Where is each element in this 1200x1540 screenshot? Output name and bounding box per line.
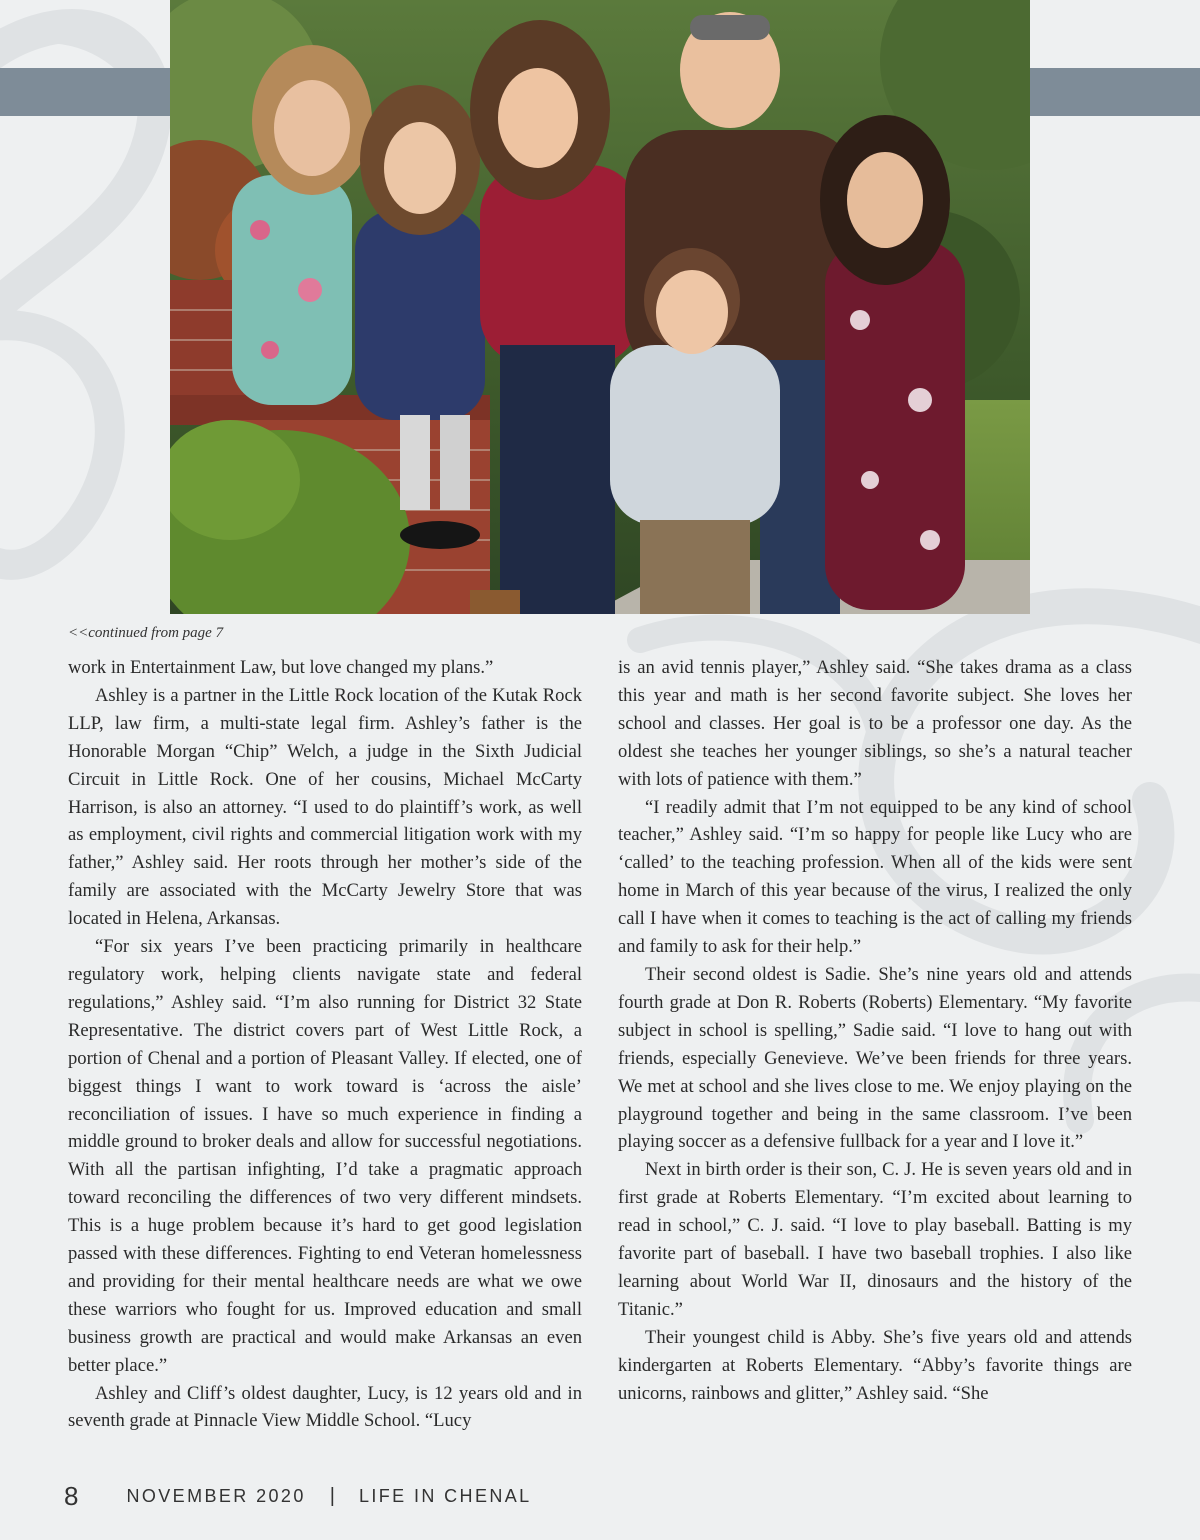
continued-from-note: <<continued from page 7 [68, 625, 224, 641]
page-number: 8 [64, 1480, 79, 1511]
family-photo-illustration [170, 0, 1030, 614]
girl-maroon-dress-figure [820, 115, 965, 610]
paragraph: is an avid tennis player,” Ashley said. “She takes drama as a class this year and math is her second favorite subject. She loves her school and classes. Her goal is to be a professor one day. As the oldest she teaches her younger siblings, so she’s a natural teacher with lots of patience with them.” [618, 657, 1132, 790]
article-column-left [68, 654, 582, 1435]
paragraph: Ashley is a partner in the Little Rock location of the Kutak Rock LLP, law firm, a multi-state legal firm. Ashley’s father is the Honorable Morgan “Chip” Welch, a judge in the Sixth Judicial Circuit in Little Rock. One of her cousins, Michael McCarty Harrison, is also an attorney. “I used to do plaintiff’s work, as well as employment, civil rights and commercial litigation work with my father,” Ashley said. Her roots through her mother’s side of the family are associated with the McCarty Jewelry Store that was located in Helena, Arkansas. [68, 684, 582, 930]
magazine-title: LIFE IN CHENAL [358, 1485, 532, 1506]
header-band-right [1028, 68, 1200, 116]
paragraph: Their youngest child is Abby. She’s five years old and attends kindergarten at Roberts Elementary. “Abby’s favorite things are unicorns, rainbows and glitter,” Ashley said. “She [618, 1326, 1132, 1404]
paragraph: Their second oldest is Sadie. She’s nine years old and attends fourth grade at Don R. Roberts (Roberts) Elementary. “My favorite subject in school is spelling,” Sadie said. “I love to hang out with friends, especially Genevieve. We’ve been friends for three years. We met at school and she lives close to me. We enjoy playing on the playground together and being in the same classroom. I’ve been playing soccer as a defensive fullback for a year and I love it.” [618, 963, 1132, 1153]
paragraph: work in Entertainment Law, but love changed my plans.” [68, 657, 494, 678]
page-footer [64, 1478, 532, 1514]
paragraph: Ashley and Cliff’s oldest daughter, Lucy, is 12 years old and in seventh grade at Pinnacle View Middle School. “Lucy [68, 1382, 582, 1432]
article-column-right [618, 654, 1132, 1407]
header-band-left [0, 68, 172, 116]
family-photo [170, 0, 1030, 614]
issue-date: NOVEMBER 2020 [126, 1485, 306, 1506]
paragraph: Next in birth order is their son, C. J. He is seven years old and in first grade at Roberts Elementary. “I’m excited about learning to read in school,” C. J. said. “I love to play baseball. Batting is my favorite part of baseball. I have two baseball trophies. I also like learning about World War II, dinosaurs and the history of the Titanic.” [618, 1159, 1132, 1320]
footer-separator: | [329, 1484, 335, 1507]
paragraph: “For six years I’ve been practicing primarily in healthcare regulatory work, helping clients navigate state and federal regulations,” Ashley said. “I’m also running for District 32 State Representative. The district covers part of West Little Rock, a portion of Chenal and a portion of Pleasant Valley. If elected, one of biggest things I want to work toward is ‘across the aisle’ reconciliation of issues. I have so much experience in finding a middle ground to broker deals and allow for successful negotiations. With all the partisan infighting, I’d take a pragmatic approach toward reconciling the differences of two very different mindsets. This is a huge problem because it’s hard to get good legislation passed with these differences. Fighting to end Veteran homelessness and providing for their mental healthcare needs are what we owe these warriors who fought for us. Improved education and small business growth are practical and would make Arkansas an even better place.” [68, 936, 582, 1376]
paragraph: “I readily admit that I’m not equipped to be any kind of school teacher,” Ashley said. “I’m so happy for people like Lucy who are ‘called’ to the teaching profession. When all of the kids were sent home in March of this year because of the virus, I realized the only call I have when it comes to teaching is the act of calling my friends and family to ask for their help.” [618, 796, 1132, 958]
